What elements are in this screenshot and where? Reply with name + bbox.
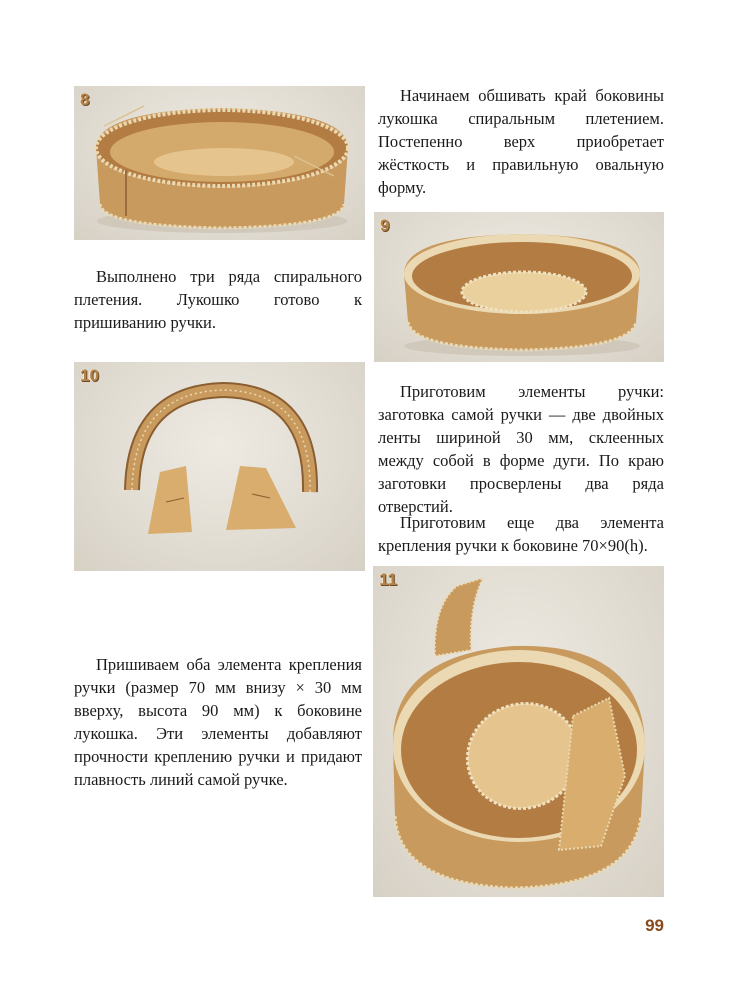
photo-step-8 xyxy=(74,86,365,240)
paragraph-handle-elements: Приготовим элементы ручки: заготовка самой ручки — две двойных ленты шириной 30 мм, склеенных между собой в форме дуги. По краю заготовки просверлены два ряда отверстий. xyxy=(378,382,664,516)
basket-image xyxy=(374,212,664,362)
photo-step-9 xyxy=(374,212,664,362)
paragraph-three-rows: Выполнено три ряда спирального плетения. Лукошко готово к пришиванию ручки. xyxy=(74,267,362,332)
step-number: 11 xyxy=(379,570,397,589)
step-number: 8 xyxy=(80,90,90,109)
paragraph-attachment-elements: Приготовим еще два элемента крепления ручки к боковине 70×90(h). xyxy=(378,513,664,555)
paragraph-sewing-elements: Пришиваем оба элемента крепления ручки (размер 70 мм внизу × 30 мм вверху, высота 90 мм) к боковине лукошка. Эти элементы добавляют прочности креплению ручки и придают плавность линий самой ручке. xyxy=(74,655,362,789)
handle-parts-image xyxy=(74,362,365,571)
step-number: 10 xyxy=(80,366,99,385)
photo-step-11 xyxy=(373,566,664,897)
step-number: 9 xyxy=(380,216,390,235)
photo-step-10 xyxy=(74,362,365,571)
page-number: 99 xyxy=(645,916,664,935)
basket-with-handle-image xyxy=(373,566,664,897)
paragraph-weaving-edge: Начинаем обшивать край боковины лукошка спиральным плетением. Постепенно верх приобретает жёсткость и правильную овальную форму. xyxy=(378,86,664,197)
basket-image xyxy=(74,86,365,240)
